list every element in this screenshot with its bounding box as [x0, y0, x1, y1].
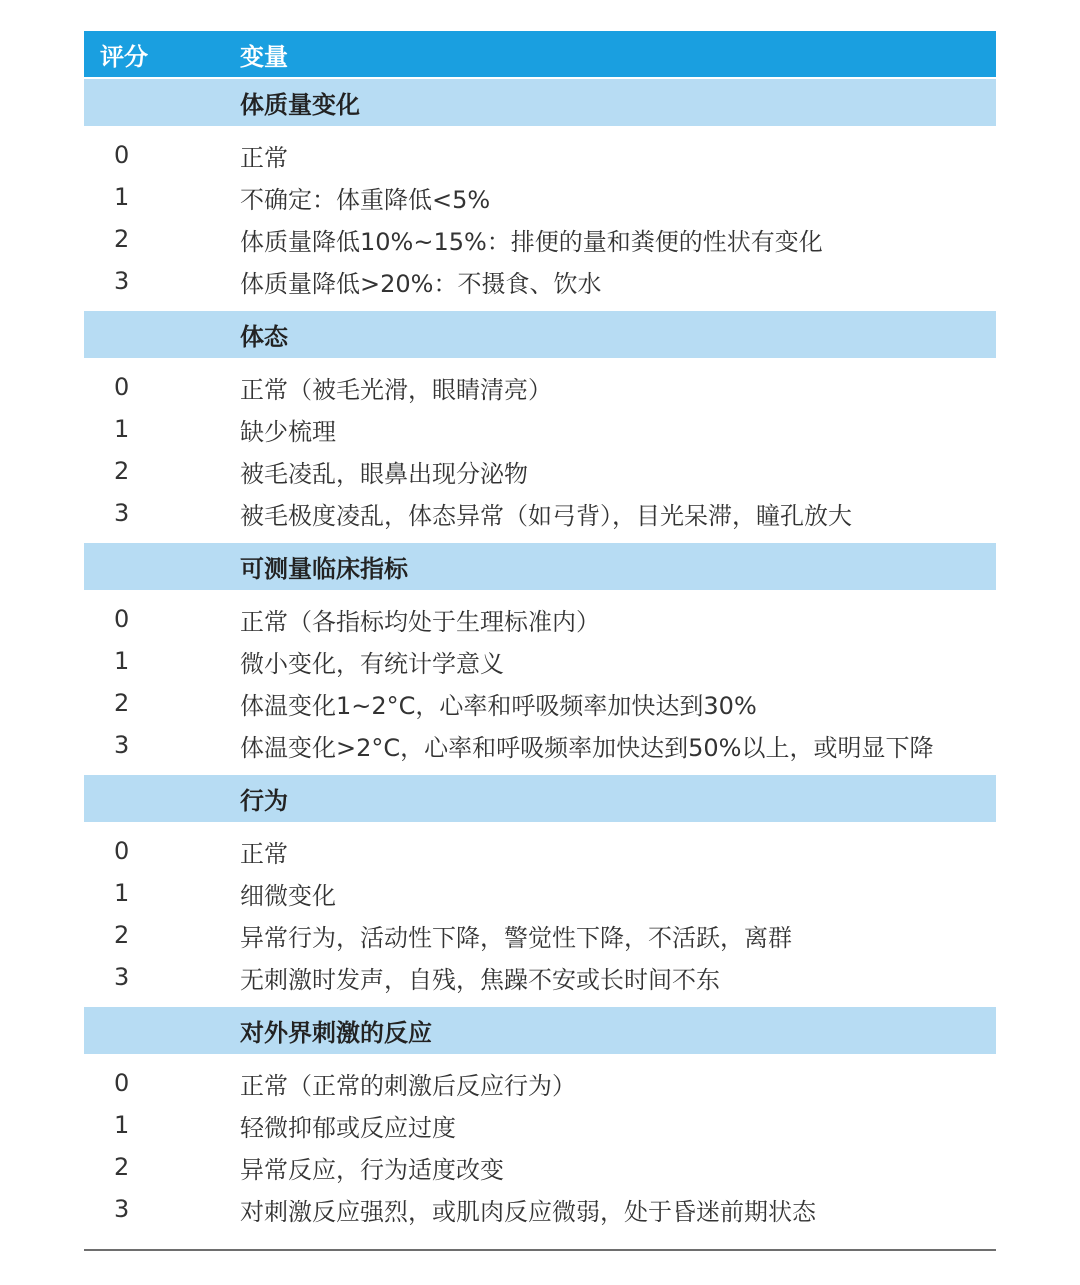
description-cell: 微小变化，有统计学意义: [240, 649, 504, 678]
description-cell: 正常（各指标均处于生理标准内）: [240, 607, 600, 636]
description-cell: 异常反应，行为适度改变: [240, 1155, 504, 1184]
table-row: [84, 724, 996, 766]
score-cell: 3: [114, 499, 130, 527]
score-cell: 0: [114, 837, 130, 865]
scoring-table: [84, 31, 996, 1239]
description-cell: 轻微抑郁或反应过度: [240, 1113, 456, 1142]
table-row: [84, 492, 996, 534]
section-title: 体质量变化: [84, 79, 996, 126]
section-behavior: [84, 775, 996, 1007]
table-row: [84, 260, 996, 302]
description-cell: 正常: [240, 839, 288, 868]
score-cell: 3: [114, 963, 130, 991]
table-row: [84, 830, 996, 872]
description-cell: 体温变化1~2°C，心率和呼吸频率加快达到30%: [240, 691, 757, 720]
table-row: [84, 682, 996, 724]
section-title: 对外界刺激的反应: [84, 1007, 996, 1054]
description-cell: 被毛极度凌乱，体态异常（如弓背），目光呆滞，瞳孔放大: [240, 501, 852, 530]
table-bottom-rule: [84, 1249, 996, 1251]
score-cell: 1: [114, 1111, 130, 1139]
score-cell: 3: [114, 1195, 130, 1223]
description-cell: 异常行为，活动性下降，警觉性下降，不活跃，离群: [240, 923, 792, 952]
description-cell: 体质量降低10%~15%：排便的量和粪便的性状有变化: [240, 227, 823, 256]
table-row: [84, 956, 996, 998]
description-cell: 体质量降低>20%：不摄食、饮水: [240, 269, 602, 298]
table-row: [84, 872, 996, 914]
table-header: [84, 31, 996, 77]
table-row: [84, 366, 996, 408]
description-cell: 对刺激反应强烈，或肌肉反应微弱，处于昏迷前期状态: [240, 1197, 816, 1226]
table-row: [84, 914, 996, 956]
section-stimulus-response: [84, 1007, 996, 1239]
description-cell: 不确定：体重降低<5%: [240, 185, 491, 214]
section-clinical-indicators: [84, 543, 996, 775]
section-body-weight: [84, 79, 996, 311]
table-row: [84, 218, 996, 260]
table-row: [84, 1062, 996, 1104]
table-row: [84, 408, 996, 450]
table-row: [84, 176, 996, 218]
description-cell: 正常: [240, 143, 288, 172]
score-cell: 0: [114, 605, 130, 633]
section-title: 体态: [84, 311, 996, 358]
table-row: [84, 640, 996, 682]
score-cell: 2: [114, 1153, 130, 1181]
description-cell: 体温变化>2°C，心率和呼吸频率加快达到50%以上，或明显下降: [240, 733, 934, 762]
description-cell: 正常（正常的刺激后反应行为）: [240, 1071, 576, 1100]
section-posture: [84, 311, 996, 543]
score-cell: 2: [114, 689, 130, 717]
description-cell: 细微变化: [240, 881, 336, 910]
table-row: [84, 450, 996, 492]
description-cell: 正常（被毛光滑，眼睛清亮）: [240, 375, 552, 404]
description-cell: 被毛凌乱，眼鼻出现分泌物: [240, 459, 528, 488]
section-title: 可测量临床指标: [84, 543, 996, 590]
table-row: [84, 598, 996, 640]
score-cell: 1: [114, 879, 130, 907]
header-score: 评分: [100, 42, 148, 71]
section-title: 行为: [84, 775, 996, 822]
score-cell: 1: [114, 183, 130, 211]
table-row: [84, 1104, 996, 1146]
table-row: [84, 1188, 996, 1230]
score-cell: 0: [114, 141, 130, 169]
score-cell: 3: [114, 267, 130, 295]
score-cell: 3: [114, 731, 130, 759]
score-cell: 2: [114, 457, 130, 485]
description-cell: 缺少梳理: [240, 417, 336, 446]
score-cell: 0: [114, 373, 130, 401]
score-cell: 1: [114, 647, 130, 675]
description-cell: 无刺激时发声，自残，焦躁不安或长时间不东: [240, 965, 720, 994]
header-variable: 变量: [240, 42, 288, 71]
score-cell: 2: [114, 921, 130, 949]
table-row: [84, 1146, 996, 1188]
score-cell: 1: [114, 415, 130, 443]
table-row: [84, 134, 996, 176]
score-cell: 2: [114, 225, 130, 253]
score-cell: 0: [114, 1069, 130, 1097]
